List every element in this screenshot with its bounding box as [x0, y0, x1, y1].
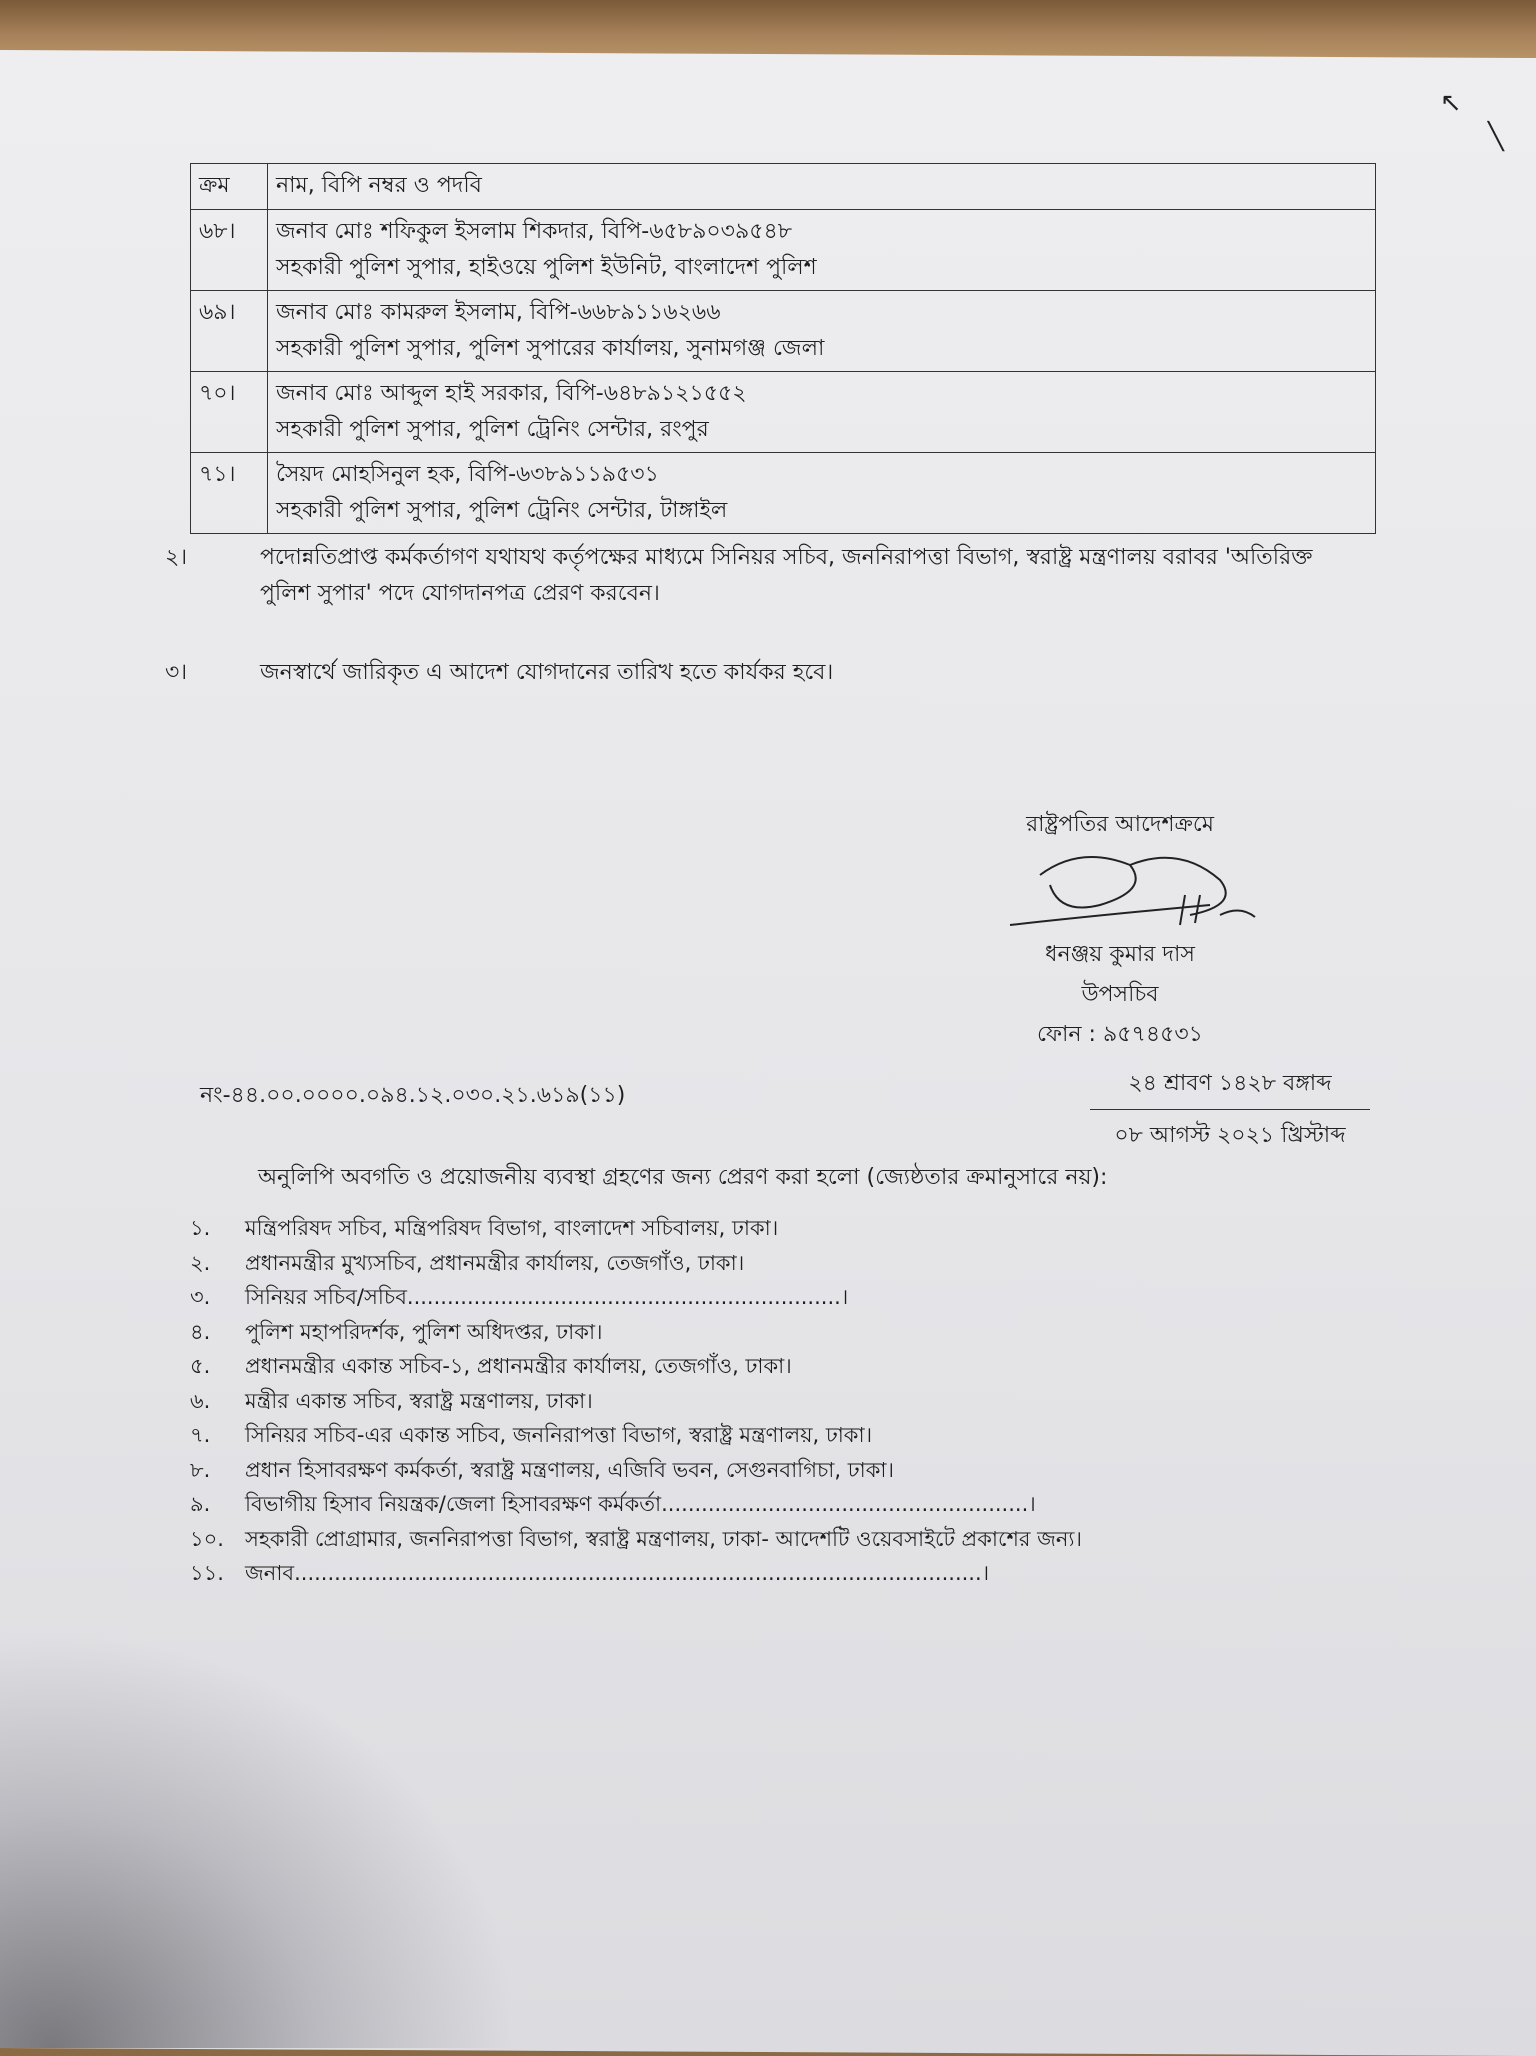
list-item: [190, 1247, 1210, 1282]
paper-edge-mark: ↖: [1440, 88, 1462, 118]
item-text: প্রধানমন্ত্রীর মুখ্যসচিব, প্রধানমন্ত্রীর কার্যালয়, তেজগাঁও, ঢাকা।: [245, 1250, 745, 1275]
item-text: জনাব.......................................................................................................।: [245, 1561, 990, 1585]
table-row: [191, 453, 1376, 534]
officer-designation: সহকারী পুলিশ সুপার, হাইওয়ে পুলিশ ইউনিট, বাংলাদেশ পুলিশ: [276, 255, 817, 280]
item-text: সিনিয়র সচিব/সচিব.................................................................।: [245, 1285, 849, 1309]
copy-heading: অনুলিপি অবগতি ও প্রয়োজনীয় ব্যবস্থা গ্রহণের জন্য প্রেরণ করা হলো (জ্যেষ্ঠতার ক্রমানুসারে নয়):: [258, 1165, 1108, 1190]
item-text: বিভাগীয় হিসাব নিয়ন্ত্রক/জেলা হিসাবরক্ষণ কর্মকর্তা.......................................................।: [245, 1492, 1036, 1516]
header-serial: ক্রম: [191, 164, 268, 210]
item-number: ৬.: [190, 1388, 211, 1413]
row-details: [268, 291, 1376, 372]
row-serial: ৬৮।: [191, 210, 268, 291]
item-text: প্রধান হিসাবরক্ষণ কর্মকর্তা, স্বরাষ্ট্র মন্ত্রণালয়, এজিবি ভবন, সেগুনবাগিচা, ঢাকা।: [245, 1457, 894, 1482]
officer-designation: সহকারী পুলিশ সুপার, পুলিশ ট্রেনিং সেন্টার, রংপুর: [276, 417, 709, 442]
paragraph-3: [165, 655, 1365, 695]
memo-number: নং-৪৪.০০.০০০০.০৯৪.১২.০৩০.২১.৬১৯(১১): [200, 1083, 626, 1108]
signatory-phone: ফোন : ৯৫৭৪৫৩১: [1037, 1022, 1203, 1047]
list-item: [190, 1488, 1210, 1523]
date-bangla: ২৪ শ্রাবণ ১৪২৮ বঙ্গাব্দ: [1090, 1066, 1370, 1110]
table-header-row: [191, 164, 1376, 210]
table-row: [191, 210, 1376, 291]
list-item: [190, 1281, 1210, 1316]
signatory-name: ধনঞ্জয় কুমার দাস: [1045, 942, 1195, 967]
item-number: ১১.: [190, 1561, 224, 1585]
officer-designation: সহকারী পুলিশ সুপার, পুলিশ ট্রেনিং সেন্টার, টাঙ্গাইল: [276, 498, 728, 523]
officer-name: জনাব মোঃ কামরুল ইসলাম, বিপি-৬৬৮৯১১৬২৬৬: [276, 300, 721, 325]
paragraph-text: পদোন্নতিপ্রাপ্ত কর্মকর্তাগণ যথাযথ কর্তৃপক্ষের মাধ্যমে সিনিয়র সচিব, জননিরাপত্তা বিভাগ, স্বরাষ্ট্র মন্ত্রণালয় বরাবর 'অতিরিক্ত পুলিশ সুপার' পদে যোগদানপত্র প্রেরণ করবেন।: [260, 545, 1313, 606]
item-number: ২.: [190, 1250, 211, 1275]
row-serial: ৬৯।: [191, 291, 268, 372]
list-item: [190, 1454, 1210, 1489]
officer-name: জনাব মোঃ আব্দুল হাই সরকার, বিপি-৬৪৮৯১২১৫৫২: [276, 381, 747, 406]
row-details: [268, 372, 1376, 453]
list-item: [190, 1557, 1210, 1592]
date-english: ০৮ আগস্ট ২০২১ খ্রিস্টাব্দ: [1114, 1123, 1346, 1148]
item-number: ৮.: [190, 1457, 211, 1482]
list-item: [190, 1212, 1210, 1247]
row-serial: ৭০।: [191, 372, 268, 453]
item-number: ৪.: [190, 1319, 211, 1344]
row-details: [268, 210, 1376, 291]
signature-scribble: [980, 835, 1300, 945]
list-item: [190, 1419, 1210, 1454]
item-number: ১০.: [190, 1526, 224, 1551]
copy-list: [190, 1212, 1210, 1592]
promotion-table: [190, 163, 1376, 534]
officer-designation: সহকারী পুলিশ সুপার, পুলিশ সুপারের কার্যালয়, সুনামগঞ্জ জেলা: [276, 336, 825, 361]
list-item: [190, 1316, 1210, 1351]
header-name: নাম, বিপি নম্বর ও পদবি: [268, 164, 1376, 210]
item-text: পুলিশ মহাপরিদর্শক, পুলিশ অধিদপ্তর, ঢাকা।: [245, 1319, 603, 1344]
paper-edge-mark: ╲: [1488, 122, 1504, 152]
row-serial: ৭১।: [191, 453, 268, 534]
item-number: ৩.: [190, 1285, 211, 1309]
paragraph-2: [165, 540, 1365, 620]
paragraph-number: ৩।: [165, 660, 188, 685]
item-text: মন্ত্রীর একান্ত সচিব, স্বরাষ্ট্র মন্ত্রণালয়, ঢাকা।: [245, 1388, 593, 1413]
paragraph-text: জনস্বার্থে জারিকৃত এ আদেশ যোগদানের তারিখ হতে কার্যকর হবে।: [260, 660, 834, 685]
table-row: [191, 291, 1376, 372]
memo-dates: [1090, 1066, 1370, 1155]
list-item: [190, 1350, 1210, 1385]
signatory-designation: উপসচিব: [1081, 982, 1159, 1007]
list-item: [190, 1523, 1210, 1558]
item-number: ৯.: [190, 1492, 211, 1516]
officer-name: সৈয়দ মোহসিনুল হক, বিপি-৬৩৮৯১১৯৫৩১: [276, 462, 659, 487]
paragraph-number: ২।: [165, 545, 188, 570]
table-row: [191, 372, 1376, 453]
item-number: ৫.: [190, 1354, 211, 1378]
list-item: [190, 1385, 1210, 1420]
item-text: মন্ত্রিপরিষদ সচিব, মন্ত্রিপরিষদ বিভাগ, বাংলাদেশ সচিবালয়, ঢাকা।: [245, 1216, 779, 1240]
row-details: [268, 453, 1376, 534]
item-text: সহকারী প্রোগ্রামার, জননিরাপত্তা বিভাগ, স্বরাষ্ট্র মন্ত্রণালয়, ঢাকা- আদেশটি ওয়েবসাইটে প্রকাশের জন্য।: [245, 1526, 1083, 1551]
item-text: প্রধানমন্ত্রীর একান্ত সচিব-১, প্রধানমন্ত্রীর কার্যালয়, তেজগাঁও, ঢাকা।: [245, 1354, 792, 1378]
item-number: ৭.: [190, 1423, 211, 1447]
item-number: ১.: [190, 1216, 211, 1240]
by-order-text: রাষ্ট্রপতির আদেশক্রমে: [1026, 812, 1214, 837]
officer-name: জনাব মোঃ শফিকুল ইসলাম শিকদার, বিপি-৬৫৮৯০৩৯৫৪৮: [276, 219, 793, 244]
item-text: সিনিয়র সচিব-এর একান্ত সচিব, জননিরাপত্তা বিভাগ, স্বরাষ্ট্র মন্ত্রণালয়, ঢাকা।: [245, 1423, 873, 1447]
